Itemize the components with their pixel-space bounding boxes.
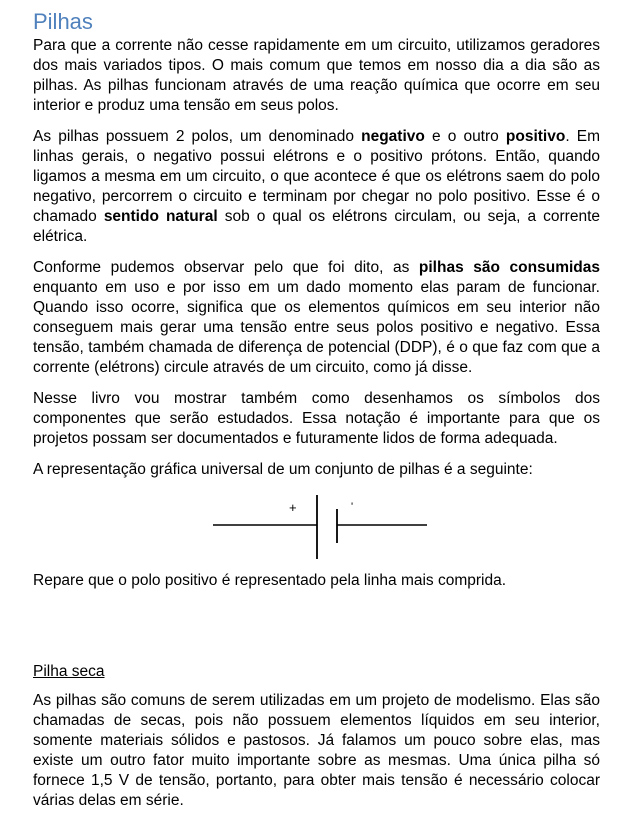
spacer	[33, 602, 600, 662]
plus-label: +	[289, 500, 297, 515]
section-heading-pilha-seca: Pilha seca	[33, 663, 105, 680]
battery-symbol-figure	[33, 491, 600, 571]
text-run: As pilhas possuem 2 polos, um denominado	[33, 128, 362, 145]
paragraph-consumo	[33, 258, 600, 378]
paragraph-polo-positivo: Repare que o polo positivo é representado pela linha mais comprida.	[33, 572, 507, 589]
text-run: . Em linhas gerais, o negativo possui elétrons e o positivo prótons. Então, quando ligamos a mesma em um circuito, o que acontece é que os elétrons saem do polo negativo, percorrem o circuito e terminam por chegar no polo positivo. Esse é o chamado	[33, 128, 600, 225]
text-run: sob o qual os elétrons circulam, ou seja, a corrente elétrica.	[33, 208, 600, 245]
paragraph-pilha-seca: As pilhas são comuns de serem utilizadas em um projeto de modelismo. Elas são chamadas de secas, pois não possuem elementos líquidos em seu interior, somente materiais sólidos e pastosos. Já falamos um pouco sobre elas, mas existe um outro fator muito importante sobre as mesmas. Uma única pilha só fornece 1,5 V de tensão, portanto, para obter mais tensão é necessário colocar várias delas em série.	[33, 692, 600, 809]
minus-label: '	[351, 501, 354, 513]
bold-pilhas-consumidas: pilhas são consumidas	[418, 259, 600, 276]
text-run: Conforme pudemos observar pelo que foi dito, as	[33, 259, 419, 276]
paragraph-polos	[33, 127, 600, 247]
paragraph-representacao: A representação gráfica universal de um conjunto de pilhas é a seguinte:	[33, 461, 533, 478]
paragraph-intro: Para que a corrente não cesse rapidamente em um circuito, utilizamos geradores dos mais variados tipos. O mais comum que temos em nosso dia a dia são as pilhas. As pilhas funcionam através de uma reação química que ocorre em seu interior e produz uma tensão em seus polos.	[33, 37, 600, 114]
page-title: Pilhas	[33, 9, 93, 34]
bold-positivo: positivo	[505, 128, 566, 145]
battery-symbol-diagram	[209, 491, 429, 571]
bold-sentido-natural: sentido natural	[103, 208, 218, 225]
text-run: enquanto em uso e por isso em um dado momento elas param de funcionar. Quando isso ocorre, significa que os elementos químicos em seu interior não conseguem mais gerar uma tensão entre seus polos positivo e negativo. Essa tensão, também chamada de diferença de potencial (DDP), é o que faz com que a corrente (elétrons) circule através de um circuito, como já disse.	[33, 279, 600, 376]
bold-negativo: negativo	[361, 128, 425, 145]
text-run: e o outro	[424, 128, 506, 145]
document-page	[33, 8, 600, 822]
paragraph-simbolos: Nesse livro vou mostrar também como desenhamos os símbolos dos componentes que serão estudados. Essa notação é importante para que os projetos possam ser documentados e futuramente lidos de forma adequada.	[33, 390, 600, 447]
